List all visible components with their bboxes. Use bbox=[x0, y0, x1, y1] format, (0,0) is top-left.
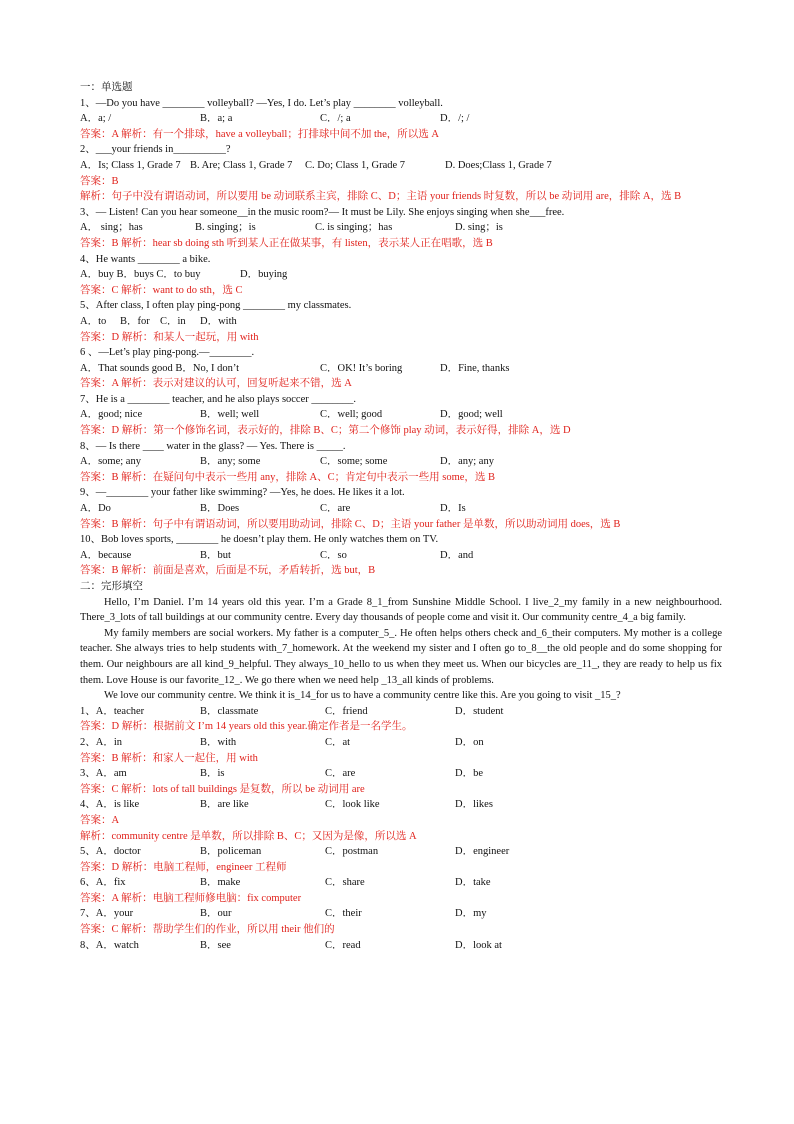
answer-explanation: 答案：B 解析：和家人一起住，用 with bbox=[80, 752, 258, 764]
question-option: A．because bbox=[80, 549, 132, 561]
question-text: 5、After class, I often play ping-pong ________ my classmates. bbox=[80, 300, 352, 312]
question-option: A．Is; Class 1, Grade 7 bbox=[80, 159, 181, 171]
question-option: B．but bbox=[200, 549, 231, 561]
answer-explanation: 答案：B 解析：前面是喜欢，后面是不玩，矛盾转折，选 but，B bbox=[80, 565, 376, 577]
cloze-question-option: C．postman bbox=[325, 846, 379, 858]
question-text: 7、He is a ________ teacher, and he also plays soccer ________. bbox=[80, 393, 357, 405]
cloze-passage bbox=[80, 595, 722, 704]
cloze-question-option: B．is bbox=[200, 768, 225, 780]
cloze-question-option: D．student bbox=[455, 705, 504, 717]
question-options bbox=[80, 407, 722, 423]
cloze-question-option: D．be bbox=[455, 768, 483, 780]
question-option: D．good; well bbox=[440, 409, 503, 421]
question-option: B．a; a bbox=[200, 113, 233, 125]
question-option: C．/; a bbox=[320, 113, 351, 125]
question-option: D．buying bbox=[240, 269, 288, 281]
single-choice-questions bbox=[80, 96, 722, 579]
cloze-question-option: C．friend bbox=[325, 705, 368, 717]
question-option: A．some; any bbox=[80, 456, 141, 468]
question-text: 4、He wants ________ a bike. bbox=[80, 253, 211, 265]
question-text: 1、—Do you have ________ volleyball? —Yes, I do. Let’s play ________ volleyball. bbox=[80, 97, 443, 109]
cloze-question-option: 7、A．your bbox=[80, 908, 134, 920]
cloze-questions bbox=[80, 704, 722, 954]
passage-paragraph: Hello, I’m Daniel. I’m 14 years old this year. I’m a Grade 8_1_from Sunshine Middle School. I live_2_my family in a new neighbourhood. There_3_lots of tall buildings at our community centre. Every day thousands of people come and visit it. Our community centre_4_a big family. bbox=[80, 596, 722, 624]
question-option: B．well; well bbox=[200, 409, 260, 421]
question-option: D．Fine, thanks bbox=[440, 362, 510, 374]
question-options bbox=[80, 454, 722, 470]
question-option: C. is singing；has bbox=[315, 222, 393, 234]
cloze-question-option: C．look like bbox=[325, 799, 380, 811]
question-options bbox=[80, 361, 722, 377]
cloze-question-option: 3、A．am bbox=[80, 768, 127, 780]
answer-explanation: 答案：B 解析：句子中有谓语动词，所以要用助动词，排除 C、D；主语 your father 是单数，所以助动词用 does，选 B bbox=[80, 518, 621, 530]
question-text: 8、— Is there ____ water in the glass? — Yes. There is _____. bbox=[80, 440, 346, 452]
question-option: B．any; some bbox=[200, 456, 261, 468]
answer-explanation: 答案：B bbox=[80, 175, 119, 187]
question-option: B. Are; Class 1, Grade 7 bbox=[190, 159, 293, 171]
answer-explanation: 答案：D 解析：第一个修饰名词，表示好的，排除 B、C；第二个修饰 play 动词，表示好得，排除 A，选 D bbox=[80, 425, 571, 437]
question-option: B．for bbox=[120, 315, 150, 327]
question-options bbox=[80, 158, 722, 174]
answer-explanation: 答案：A 解析：电脑工程师修电脑：fix computer bbox=[80, 892, 302, 904]
question-text: 3、— Listen! Can you hear someone__in the music room?— It must be Lily. She enjoys singing when she___free. bbox=[80, 206, 565, 218]
question-text: 6 、—Let’s play ping-pong.—________. bbox=[80, 347, 255, 359]
cloze-question-option: D．take bbox=[455, 877, 491, 889]
answer-explanation: 解析：句子中没有谓语动词，所以要用 be 动词联系主宾，排除 C、D；主语 your friends 时复数，所以 be 动词用 are，排除 A，选 B bbox=[80, 191, 682, 203]
answer-explanation: 答案：D 解析：根据前文 I’m 14 years old this year.确定作者是一名学生。 bbox=[80, 721, 413, 733]
question-option: D．/; / bbox=[440, 113, 470, 125]
cloze-question-option: 1、A．teacher bbox=[80, 705, 145, 717]
answer-explanation: 答案：D 解析：电脑工程师，engineer 工程师 bbox=[80, 861, 287, 873]
question-option: A．That sounds good B．No, I don’t bbox=[80, 362, 240, 374]
question-option: A．buy B．buys C．to buy bbox=[80, 269, 201, 281]
question-text: 9、—________ your father like swimming? —Yes, he does. He likes it a lot. bbox=[80, 487, 405, 499]
cloze-question-option: C．are bbox=[325, 768, 356, 780]
question-options bbox=[80, 501, 722, 517]
question-option: D. Does;Class 1, Grade 7 bbox=[445, 159, 552, 171]
cloze-question-options bbox=[80, 875, 722, 891]
cloze-question-option: C．share bbox=[325, 877, 365, 889]
cloze-question-option: C．at bbox=[325, 736, 351, 748]
question-option: C．in bbox=[160, 315, 186, 327]
cloze-question-option: D．engineer bbox=[455, 846, 510, 858]
answer-explanation: 答案：A bbox=[80, 814, 120, 826]
cloze-question-options bbox=[80, 938, 722, 954]
cloze-question-option: B．make bbox=[200, 877, 241, 889]
cloze-question-option: B．policeman bbox=[200, 846, 262, 858]
question-option: D．and bbox=[440, 549, 474, 561]
question-options bbox=[80, 314, 722, 330]
cloze-question-option: 4、A．is like bbox=[80, 799, 140, 811]
question-option: B. singing；is bbox=[195, 222, 256, 234]
question-option: C．are bbox=[320, 503, 351, 515]
answer-explanation: 答案：C 解析：帮助学生们的作业，所以用 their 他们的 bbox=[80, 924, 335, 936]
cloze-question-option: B．see bbox=[200, 939, 231, 951]
answer-explanation: 答案：A 解析：表示对建议的认可，回复听起来不错，选 A bbox=[80, 378, 352, 390]
question-option: C. Do; Class 1, Grade 7 bbox=[305, 159, 406, 171]
cloze-question-option: D．likes bbox=[455, 799, 493, 811]
question-option: C．OK! It’s boring bbox=[320, 362, 403, 374]
question-option: A．good; nice bbox=[80, 409, 143, 421]
cloze-question-options bbox=[80, 735, 722, 751]
passage-paragraph: My family members are social workers. My father is a computer_5_. He often helps others check and_6_their computers. My mother is a college teacher. She always tries to help students with_7_homework. At the weekend my sister and I often go to_8__the old people and do some shopping for them. Our neighbours are all kind_9_helpful. They always_10_hello to us when they meet us. When our bicycles are_11_, they are ready to help us fix them. Love House is our favorite_12_. We go there when we need help _13_all kinds of problems. bbox=[80, 627, 722, 686]
cloze-question-option: B．are like bbox=[200, 799, 249, 811]
question-option: A． sing；has bbox=[80, 222, 143, 234]
question-option: A．to bbox=[80, 315, 107, 327]
cloze-question-option: D．look at bbox=[455, 939, 502, 951]
question-option: D．with bbox=[200, 315, 237, 327]
question-option: C．so bbox=[320, 549, 347, 561]
cloze-question-option: 2、A．in bbox=[80, 736, 122, 748]
answer-explanation: 答案：A 解析：有一个排球，have a volleyball；打排球中间不加 the，所以选 A bbox=[80, 128, 440, 140]
cloze-question-option: 6、A．fix bbox=[80, 877, 126, 889]
cloze-question-options bbox=[80, 766, 722, 782]
question-options bbox=[80, 267, 722, 283]
question-option: C．some; some bbox=[320, 456, 388, 468]
question-option: D. sing；is bbox=[455, 222, 503, 234]
question-option: D．Is bbox=[440, 503, 466, 515]
cloze-question-option: B．classmate bbox=[200, 705, 259, 717]
question-options bbox=[80, 548, 722, 564]
answer-explanation: 答案：B 解析：在疑问句中表示一些用 any，排除 A、C；肯定句中表示一些用 some，选 B bbox=[80, 471, 496, 483]
passage-paragraph: We love our community centre. We think it is_14_for us to have a community centre like this. Are you going to visit _15_? bbox=[104, 690, 621, 702]
cloze-question-option: C．read bbox=[325, 939, 361, 951]
question-text: 10、Bob loves sports, ________ he doesn’t play them. He only watches them on TV. bbox=[80, 534, 439, 546]
cloze-question-option: 5、A．doctor bbox=[80, 846, 141, 858]
question-options bbox=[80, 111, 722, 127]
cloze-question-option: D．my bbox=[455, 908, 487, 920]
cloze-question-option: C．their bbox=[325, 908, 362, 920]
answer-explanation: 答案：C 解析：want to do sth，选 C bbox=[80, 284, 243, 296]
cloze-question-option: D．on bbox=[455, 736, 484, 748]
cloze-question-option: B．our bbox=[200, 908, 232, 920]
cloze-question-options bbox=[80, 704, 722, 720]
question-option: A．Do bbox=[80, 503, 111, 515]
question-options bbox=[80, 220, 722, 236]
cloze-question-options bbox=[80, 844, 722, 860]
cloze-question-option: 8、A．watch bbox=[80, 939, 139, 951]
cloze-question-options bbox=[80, 797, 722, 813]
question-option: A．a; / bbox=[80, 113, 112, 125]
question-text: 2、___your friends in__________? bbox=[80, 144, 231, 156]
section-heading-cloze: 二：完形填空 bbox=[80, 581, 143, 592]
question-option: B．Does bbox=[200, 503, 240, 515]
question-option: C．well; good bbox=[320, 409, 383, 421]
answer-explanation: 答案：B 解析：hear sb doing sth 听到某人正在做某事，有 listen，表示某人正在唱歌，选 B bbox=[80, 237, 493, 249]
answer-explanation: 答案：D 解析：和某人一起玩，用 with bbox=[80, 331, 259, 343]
answer-explanation: 解析：community centre 是单数，所以排除 B、C；又因为是像，所以选 A bbox=[80, 830, 417, 842]
question-option: D．any; any bbox=[440, 456, 494, 468]
answer-explanation: 答案：C 解析：lots of tall buildings 是复数，所以 be 动词用 are bbox=[80, 783, 365, 795]
cloze-question-option: B．with bbox=[200, 736, 237, 748]
cloze-question-options bbox=[80, 906, 722, 922]
section-heading-single-choice: 一：单选题 bbox=[80, 82, 133, 93]
